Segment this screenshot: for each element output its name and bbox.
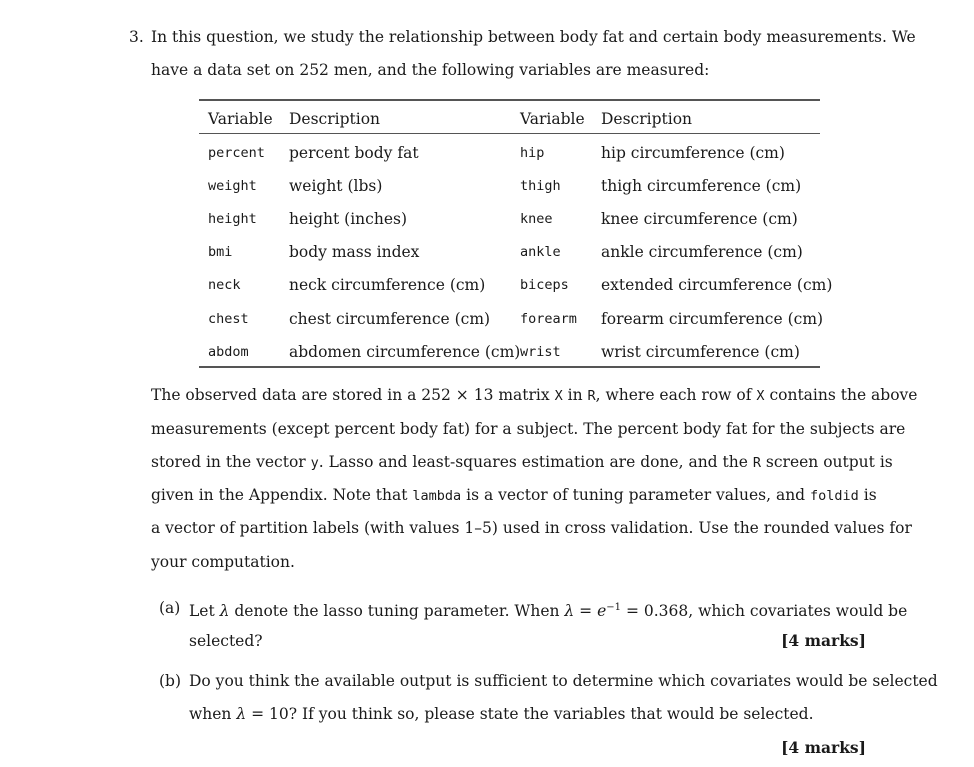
table-top-rule [199,99,820,101]
table-row-var2: thigh [520,178,561,194]
intro-line-2: have a data set on 252 men, and the following variables are measured: [151,61,710,79]
header-description-1: Description [289,110,381,128]
table-row-var1: height [208,211,257,227]
table-row-desc2: wrist circumference (cm) [601,343,800,361]
part-b-line-2: when λ = 10? If you think so, please state the variables that would be selected. [189,705,814,723]
table-row-var1: neck [208,277,241,293]
header-variable-2: Variable [520,110,585,128]
table-row-desc2: forearm circumference (cm) [601,310,824,328]
question-number: 3. [129,28,144,46]
table-row-var1: chest [208,311,249,327]
part-a-line-1: Let λ denote the lasso tuning parameter. When $\lambda = e^{-1} = 0.368$, which covariates would be [189,602,908,621]
part-b-line-1: Do you think the available output is sufficient to determine which covariates would be selected [189,672,938,690]
table-header-rule [199,133,820,134]
table-row-desc2: thigh circumference (cm) [601,177,802,195]
table-row-desc2: knee circumference (cm) [601,210,798,228]
table-row-var1: percent [208,145,265,161]
part-b-marks: [4 marks] [781,738,866,757]
table-row-var1: bmi [208,244,233,260]
table-row-desc1: neck circumference (cm) [289,276,486,294]
part-a-line-2: selected? [189,632,263,650]
paragraph-line-2: measurements (except percent body fat) for a subject. The percent body fat for the subjects are [151,420,906,438]
table-row-var2: biceps [520,277,569,293]
part-b-label: (b) [159,672,182,690]
table-row-desc1: chest circumference (cm) [289,310,491,328]
table-row-var2: hip [520,145,545,161]
paragraph-line-6: your computation. [151,553,295,571]
intro-line-1: In this question, we study the relationship between body fat and certain body measurements. We [151,28,916,46]
table-row-desc1: percent body fat [289,144,419,162]
table-row-desc2: hip circumference (cm) [601,144,785,162]
table-row-var2: knee [520,211,553,227]
part-a-marks: [4 marks] [781,631,866,650]
table-row-var1: weight [208,178,257,194]
table-row-var2: wrist [520,344,561,360]
table-row-var2: forearm [520,311,577,327]
paragraph-line-4: given in the Appendix. Note that lambda is a vector of tuning parameter values, and foldid is [151,486,877,504]
header-description-2: Description [601,110,693,128]
table-row-desc2: extended circumference (cm) [601,276,833,294]
table-row-desc1: weight (lbs) [289,177,383,195]
paragraph-line-3: stored in the vector y. Lasso and least-squares estimation are done, and the R screen output is [151,453,893,471]
table-row-var1: abdom [208,344,249,360]
table-row-desc2: ankle circumference (cm) [601,243,803,261]
part-a-label: (a) [159,599,181,617]
table-row-var2: ankle [520,244,561,260]
table-row-desc1: abdomen circumference (cm) [289,343,521,361]
table-row-desc1: body mass index [289,243,420,261]
table-row-desc1: height (inches) [289,210,407,228]
header-variable-1: Variable [208,110,273,128]
paragraph-line-1: The observed data are stored in a 252 × 13 matrix X in R, where each row of X contains the above [151,386,918,404]
table-bottom-rule [199,366,820,368]
paragraph-line-5: a vector of partition labels (with values 1–5) used in cross validation. Use the rounded values for [151,519,912,537]
